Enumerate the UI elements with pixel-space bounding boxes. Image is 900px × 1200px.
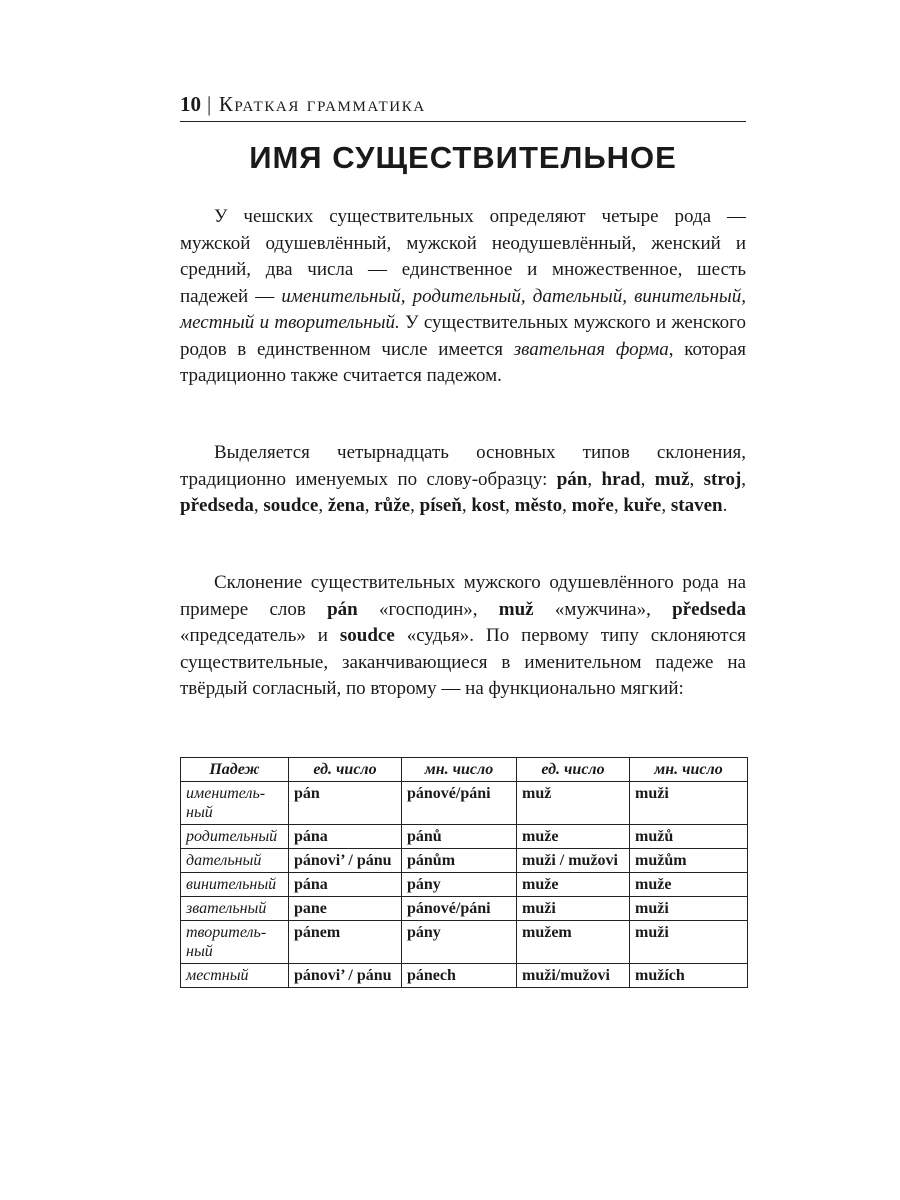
case-name: творительный [181, 921, 289, 964]
sg-form-muz: muže [517, 873, 630, 897]
model-word: kuře [623, 495, 662, 516]
table-header-row [181, 758, 748, 782]
pl-form-muz: muži [630, 782, 748, 825]
p1-text-1: У чешских существительных определяют четыре рода — мужской одушевлённый, мужской неодушевлённый, женский и средний, два числа — единственное и множественное, шесть падежей — [180, 206, 746, 307]
model-separator: , [253, 495, 264, 516]
pl-form-pan: pánům [402, 849, 517, 873]
case-name: местный [181, 964, 289, 988]
model-word: muž [654, 468, 690, 490]
header-singular-1: ед. число [289, 758, 402, 782]
model-separator: , [318, 495, 328, 516]
sg-form-pan: pane [289, 897, 402, 921]
pl-form-muz: muži [630, 921, 748, 964]
sg-form-pan: pánovi’ / pánu [289, 964, 402, 988]
table-row [181, 873, 748, 897]
table-row [181, 921, 748, 964]
model-separator: , [562, 495, 572, 516]
sg-form-muz: muži/mužovi [517, 964, 630, 988]
running-head [180, 92, 746, 122]
pl-form-muz: muži [630, 897, 748, 921]
case-names: именительный, родительный, дательный, винительный, местный и творительный. [180, 285, 746, 333]
paragraph-genders [180, 204, 746, 390]
model-separator: , [410, 495, 420, 516]
pl-form-pan: pány [402, 873, 517, 897]
sg-form-muz: muži / mužovi [517, 849, 630, 873]
model-separator: , [661, 495, 671, 516]
page-title: ИМЯ СУЩЕСТВИТЕЛЬНОЕ [249, 140, 677, 175]
model-word: předseda [180, 495, 254, 516]
model-word: pán [556, 468, 588, 490]
model-word: růže [374, 495, 411, 516]
sg-form-pan: pána [289, 825, 402, 849]
pl-form-pan: pánové/páni [402, 897, 517, 921]
model-word: kost [471, 495, 506, 516]
header-plural-1: мн. число [402, 758, 517, 782]
model-separator: , [640, 468, 655, 490]
vocative-term: звательная форма [513, 338, 669, 360]
model-separator: , [364, 495, 375, 516]
header-plural-2: мн. число [630, 758, 748, 782]
model-word: staven [670, 495, 723, 516]
sg-form-muz: muž [517, 782, 630, 825]
model-separator: , [461, 495, 472, 516]
model-word: moře [571, 495, 614, 516]
gloss-predseda: «председатель» и [180, 625, 340, 646]
case-name: звательный [181, 897, 289, 921]
table-row [181, 782, 748, 825]
table-row [181, 964, 748, 988]
word-muz: muž [498, 598, 534, 620]
section-title: Краткая грамматика [218, 92, 426, 116]
model-word: žena [327, 495, 365, 516]
model-separator: , [741, 468, 747, 490]
paragraph-declension-types [180, 440, 746, 520]
word-pan: pán [327, 598, 358, 620]
model-word: město [514, 495, 563, 516]
pl-form-pan: pánech [402, 964, 517, 988]
sg-form-pan: pánem [289, 921, 402, 964]
case-name: винительный [181, 873, 289, 897]
model-separator: , [613, 495, 624, 516]
pl-form-pan: pánové/páni [402, 782, 517, 825]
model-separator: , [587, 468, 602, 490]
case-name: именительный [181, 782, 289, 825]
pl-form-pan: pánů [402, 825, 517, 849]
p1-text-3: , которая традиционно также считается падежом. [180, 338, 746, 386]
p3-text-1: Склонение существительных мужского одушевлённого рода на примере слов [180, 572, 746, 620]
pl-form-muz: mužů [630, 825, 748, 849]
sg-form-pan: pán [289, 782, 402, 825]
model-separator: , [689, 468, 704, 490]
model-word: hrad [601, 468, 641, 490]
table-row [181, 849, 748, 873]
page-number: 10 [180, 92, 201, 116]
sg-form-pan: pána [289, 873, 402, 897]
declension-table [180, 757, 748, 988]
pl-form-pan: pány [402, 921, 517, 964]
model-word: píseň [419, 495, 462, 516]
header-separator: | [207, 92, 213, 116]
case-name: родительный [181, 825, 289, 849]
table-row [181, 897, 748, 921]
word-predseda: předseda [672, 598, 746, 620]
pl-form-muz: muže [630, 873, 748, 897]
sg-form-muz: muže [517, 825, 630, 849]
pl-form-muz: mužům [630, 849, 748, 873]
gloss-muz: «мужчина», [533, 598, 673, 620]
header-case: Падеж [181, 758, 289, 782]
gloss-soudce: «судья». По первому типу склоняются существительные, заканчивающиеся в именительном падеже на твёрдый согласный, по второму — на функционально мягкий: [180, 625, 746, 699]
p2-text-1: Выделяется четырнадцать основных типов склонения, традиционно именуемых по слову-образцу: [180, 442, 746, 490]
model-separator: , [505, 495, 515, 516]
paragraph-masculine-animate [180, 570, 746, 703]
header-singular-2: ед. число [517, 758, 630, 782]
sg-form-pan: pánovi’ / pánu [289, 849, 402, 873]
p2-end: . [722, 495, 728, 516]
sg-form-muz: muži [517, 897, 630, 921]
table-row [181, 825, 748, 849]
p1-text-2: У существительных мужского и женского родов в единственном числе имеется [180, 312, 746, 360]
case-name: дательный [181, 849, 289, 873]
pl-form-muz: mužích [630, 964, 748, 988]
word-soudce: soudce [339, 625, 395, 646]
model-word: soudce [263, 495, 319, 516]
sg-form-muz: mužem [517, 921, 630, 964]
gloss-pan: «господин», [357, 598, 499, 620]
model-word: stroj [703, 468, 742, 490]
